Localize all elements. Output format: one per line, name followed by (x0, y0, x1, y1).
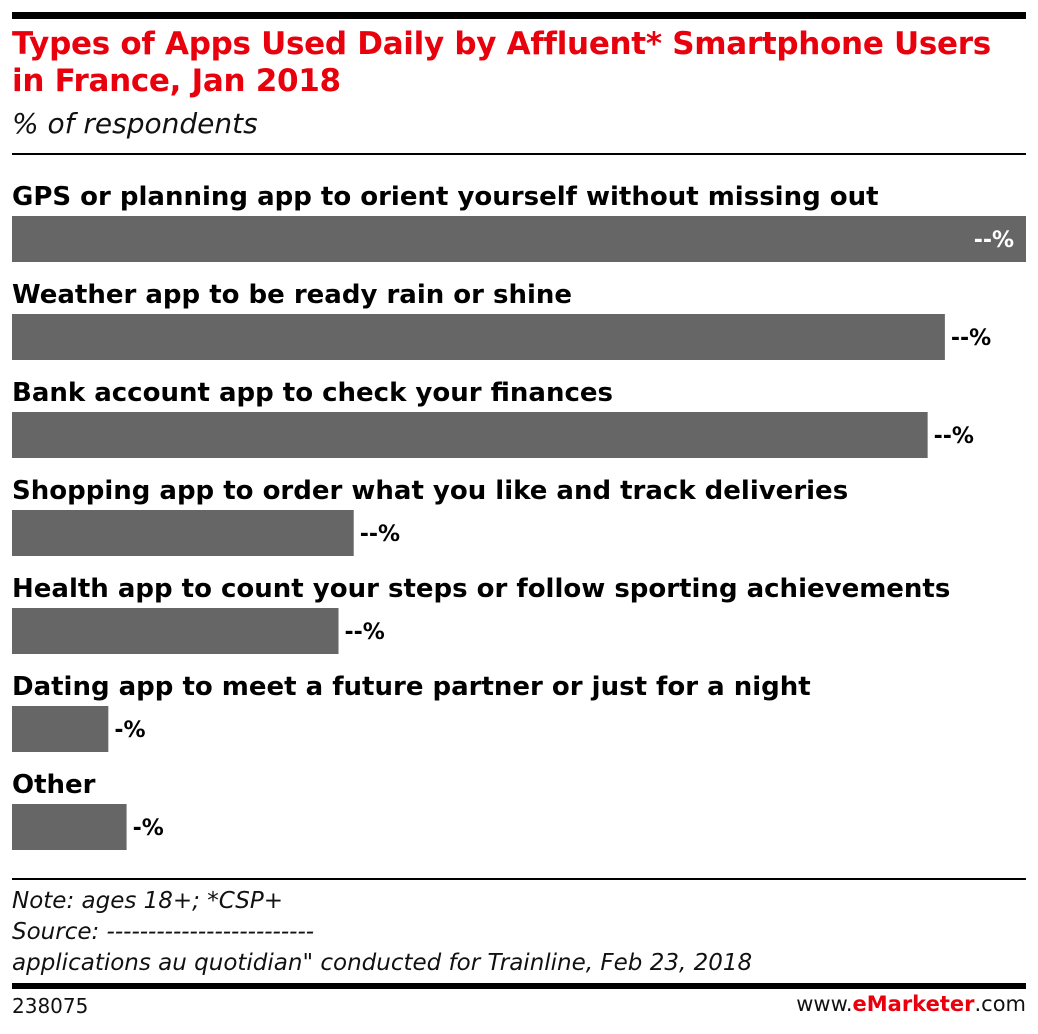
bar (12, 804, 127, 850)
value-label: -% (114, 718, 146, 743)
note-text: Note: ages 18+; *CSP+ (12, 888, 283, 914)
chart-subtitle: % of respondents (12, 107, 258, 140)
value-label: --% (933, 424, 974, 449)
chart-id: 238075 (12, 994, 89, 1018)
value-label: --% (973, 228, 1014, 253)
category-label: Bank account app to check your finances (12, 378, 613, 408)
brand-name: eMarketer (852, 992, 975, 1016)
value-label: --% (950, 326, 992, 351)
brand-link[interactable] (796, 992, 1026, 1016)
value-label: --% (344, 620, 385, 645)
chart-title: Types of Apps Used Daily by Affluent* Smartphone Users in France, Jan 2018 (12, 26, 991, 99)
notes-rule (12, 878, 1026, 880)
footer-rule (12, 983, 1026, 989)
chart-notes (12, 886, 752, 979)
value-label: -% (132, 816, 164, 841)
category-label: Shopping app to order what you like and track deliveries (12, 476, 849, 506)
category-label: GPS or planning app to orient yourself without missing out (12, 182, 879, 212)
category-label: Dating app to meet a future partner or just for a night (12, 672, 811, 702)
brand-prefix: www. (796, 992, 853, 1016)
source-continued-text: applications au quotidian" conducted for Trainline, Feb 23, 2018 (12, 950, 753, 976)
category-label: Other (12, 770, 96, 800)
value-label: --% (359, 522, 401, 547)
bar (12, 314, 945, 360)
source-text: Source: ------------------------- (12, 919, 315, 945)
bar (12, 510, 354, 556)
category-label: Weather app to be ready rain or shine (12, 280, 573, 310)
bar (12, 608, 339, 654)
category-label: Health app to count your steps or follow sporting achievements (12, 574, 951, 604)
bar (12, 706, 108, 752)
brand-suffix: .com (974, 992, 1026, 1016)
bar (12, 216, 1026, 262)
bar (12, 412, 928, 458)
